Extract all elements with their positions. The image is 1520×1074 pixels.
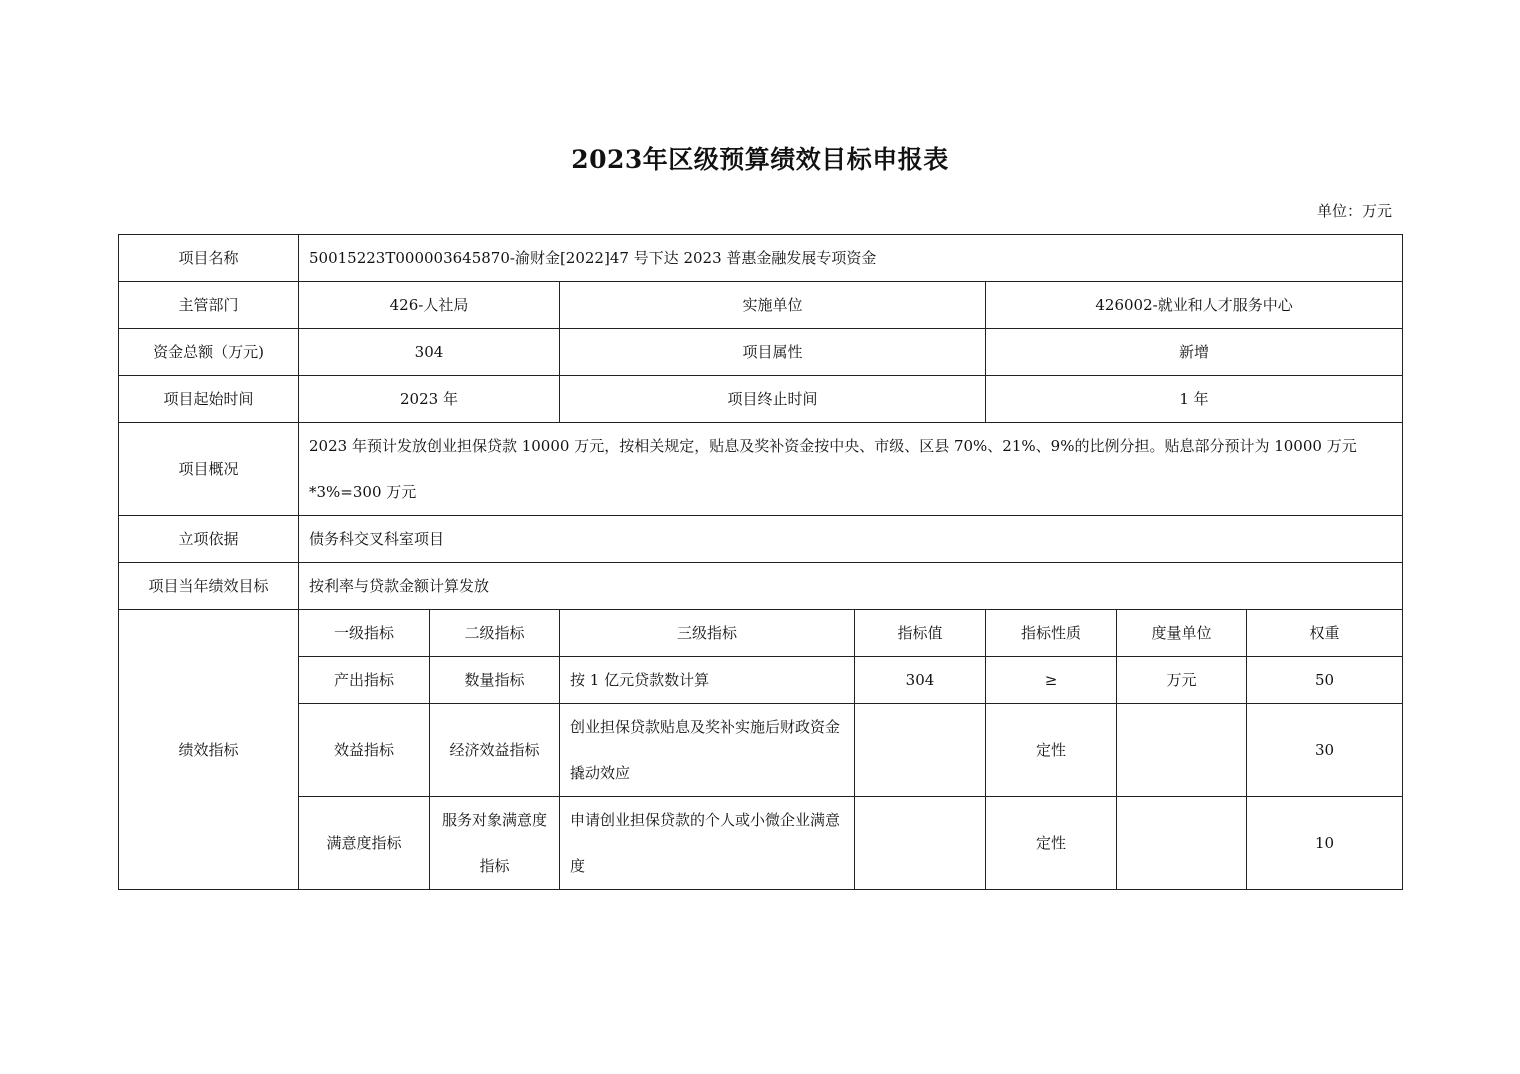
fund-label: 资金总额（万元) (119, 329, 299, 376)
overview-text: 2023 年预计发放创业担保贷款 10000 万元，按相关规定，贴息及奖补资金按中央、市级、区县 70%、21%、9%的比例分担。贴息部分预计为 10000 万元*3%=300 万元 (309, 437, 1357, 501)
row-basis (119, 516, 1403, 563)
row-fund (119, 329, 1403, 376)
impl-label: 实施单位 (560, 282, 986, 329)
indicator-unit: 万元 (1117, 657, 1247, 704)
indicator-level3: 申请创业担保贷款的个人或小微企业满意度 (570, 811, 841, 875)
header-nature: 指标性质 (986, 610, 1117, 657)
fund-value: 304 (299, 329, 560, 376)
impl-value: 426002-就业和人才服务中心 (986, 282, 1403, 329)
indicator-level2-cell (430, 797, 560, 890)
indicator-weight: 10 (1247, 797, 1403, 890)
indicator-level3-cell (560, 797, 855, 890)
dept-label: 主管部门 (119, 282, 299, 329)
document-title: 2023年区级预算绩效目标申报表 (571, 145, 949, 174)
start-label: 项目起始时间 (119, 376, 299, 423)
start-value: 2023 年 (299, 376, 560, 423)
end-label: 项目终止时间 (560, 376, 986, 423)
attr-value: 新增 (986, 329, 1403, 376)
indicator-nature: ≥ (986, 657, 1117, 704)
basis-value: 债务科交叉科室项目 (299, 516, 1403, 563)
header-level2: 二级指标 (430, 610, 560, 657)
row-overview (119, 423, 1403, 516)
header-level3: 三级指标 (560, 610, 855, 657)
indicator-row-benefit (119, 704, 1403, 797)
project-name-value: 50015223T000003645870-渝财金[2022]47 号下达 2023 普惠金融发展专项资金 (299, 235, 1403, 282)
indicator-level3: 按 1 亿元贷款数计算 (560, 657, 855, 704)
project-name-label: 项目名称 (119, 235, 299, 282)
indicator-level3-cell (560, 704, 855, 797)
overview-label: 项目概况 (119, 423, 299, 516)
indicator-unit (1117, 704, 1247, 797)
basis-label: 立项依据 (119, 516, 299, 563)
indicator-weight: 30 (1247, 704, 1403, 797)
indicator-weight: 50 (1247, 657, 1403, 704)
row-department (119, 282, 1403, 329)
header-weight: 权重 (1247, 610, 1403, 657)
indicator-row-output (119, 657, 1403, 704)
indicator-level1: 效益指标 (299, 704, 430, 797)
end-value: 1 年 (986, 376, 1403, 423)
indicator-unit (1117, 797, 1247, 890)
row-time (119, 376, 1403, 423)
indicator-nature: 定性 (986, 704, 1117, 797)
header-level1: 一级指标 (299, 610, 430, 657)
goal-value: 按利率与贷款金额计算发放 (299, 563, 1403, 610)
indicator-value: 304 (855, 657, 986, 704)
budget-form-table (118, 234, 1403, 890)
indicator-nature: 定性 (986, 797, 1117, 890)
goal-label: 项目当年绩效目标 (119, 563, 299, 610)
overview-value (299, 423, 1403, 516)
header-unit: 度量单位 (1117, 610, 1247, 657)
row-indicator-header (119, 610, 1403, 657)
attr-label: 项目属性 (560, 329, 986, 376)
indicator-value (855, 797, 986, 890)
indicator-level1: 满意度指标 (299, 797, 430, 890)
indicator-value (855, 704, 986, 797)
indicator-level2: 数量指标 (430, 657, 560, 704)
unit-label: 单位：万元 (1316, 202, 1392, 220)
indicator-level1: 产出指标 (299, 657, 430, 704)
indicator-level2: 经济效益指标 (430, 704, 560, 797)
indicators-section-label: 绩效指标 (119, 610, 299, 890)
indicator-level2: 服务对象满意度指标 (441, 811, 547, 875)
dept-value: 426-人社局 (299, 282, 560, 329)
row-goal (119, 563, 1403, 610)
row-project-name (119, 235, 1403, 282)
indicator-level3: 创业担保贷款贴息及奖补实施后财政资金撬动效应 (570, 718, 841, 782)
header-value: 指标值 (855, 610, 986, 657)
indicator-row-satisfaction (119, 797, 1403, 890)
